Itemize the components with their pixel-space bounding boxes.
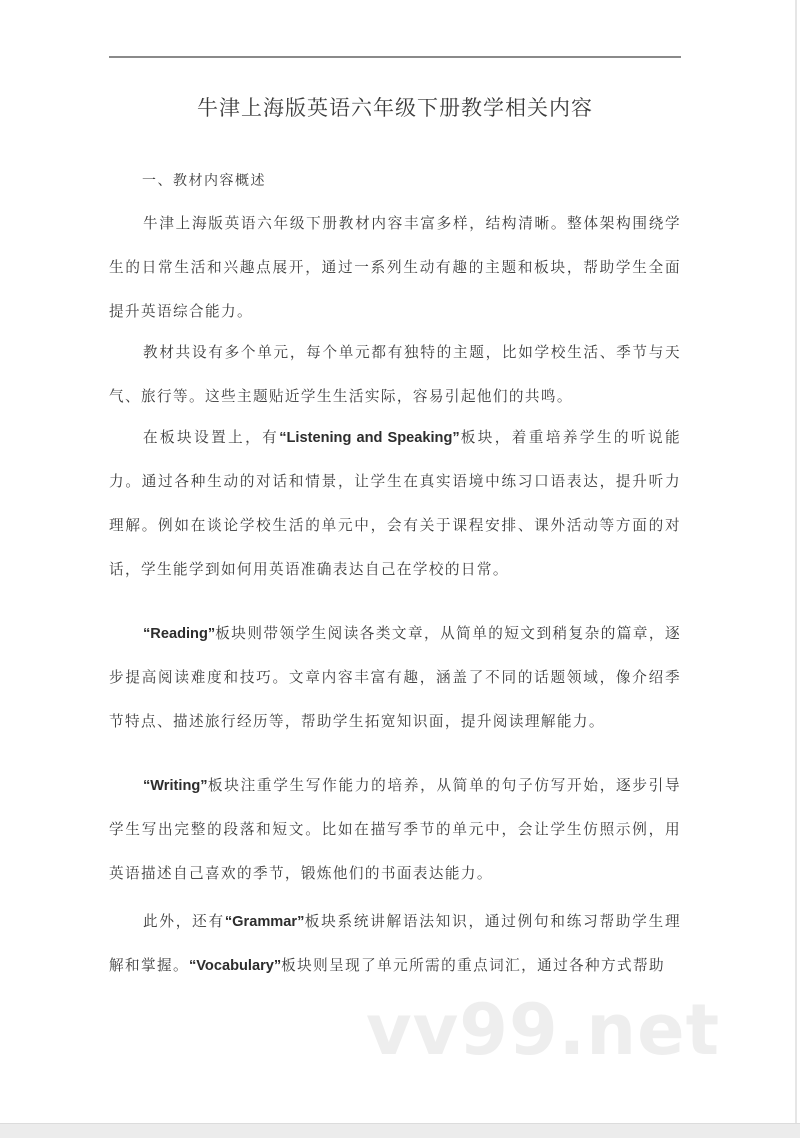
paragraph-text: 板块注重学生写作能力的培养，从简单的句子仿写开始，逐步引导学生写出完整的段落和短文。比如在描写季节的单元中，会让学生仿照示例，用英语描述自己喜欢的季节，锻炼他们的书面表达能力。 (109, 777, 681, 882)
section-name-reading: “Reading” (143, 626, 216, 642)
paragraph-text: 此外，还有 (143, 913, 225, 930)
paragraph-text: 牛津上海版英语六年级下册教材内容丰富多样，结构清晰。整体架构围绕学生的日常生活和兴趣点展开，通过一系列生动有趣的主题和板块，帮助学生全面提升英语综合能力。 (109, 215, 681, 320)
paragraph-text: 板块则呈现了单元所需的重点词汇，通过各种方式帮助 (281, 957, 666, 974)
section-name-listening-speaking: “Listening and Speaking” (279, 430, 460, 446)
section-name-writing: “Writing” (143, 778, 208, 794)
paragraph-grammar-vocabulary (109, 900, 681, 988)
section-name-grammar: “Grammar” (224, 914, 305, 930)
paragraph-text: 板块则带领学生阅读各类文章，从简单的短文到稍复杂的篇章，逐步提高阅读难度和技巧。文章内容丰富有趣，涵盖了不同的话题领域，像介绍季节特点、描述旅行经历等，帮助学生拓宽知识面，提升阅读理解能力。 (109, 625, 681, 730)
paragraph-text: 板块，着重培养学生的听说能力。通过各种生动的对话和情景，让学生在真实语境中练习口语表达，提升听力理解。例如在谈论学校生活的单元中，会有关于课程安排、课外活动等方面的对话，学生能学到如何用英语准确表达自己在学校的日常。 (109, 429, 682, 578)
paragraph-listening-speaking (109, 416, 681, 592)
section-name-vocabulary: “Vocabulary” (188, 958, 282, 974)
paragraph-units (109, 331, 681, 419)
page-bottom-edge (0, 1123, 800, 1138)
paragraph-overview (109, 202, 681, 334)
header-rule (109, 56, 681, 58)
document-title: 牛津上海版英语六年级下册教学相关内容 (197, 96, 593, 120)
paragraph-text: 教材共设有多个单元，每个单元都有独特的主题，比如学校生活、季节与天气、旅行等。这些主题贴近学生生活实际，容易引起他们的共鸣。 (109, 344, 681, 405)
paragraph-text: 板块系统讲解语法知识，通过例句和练习帮助学生理解和掌握。 (109, 913, 681, 974)
paragraph-writing (109, 764, 681, 896)
paragraph-reading (109, 612, 681, 744)
paragraph-text: 在板块设置上，有 (143, 429, 280, 446)
section-heading: 一、教材内容概述 (142, 173, 266, 189)
watermark: vv99.net (366, 989, 721, 1071)
